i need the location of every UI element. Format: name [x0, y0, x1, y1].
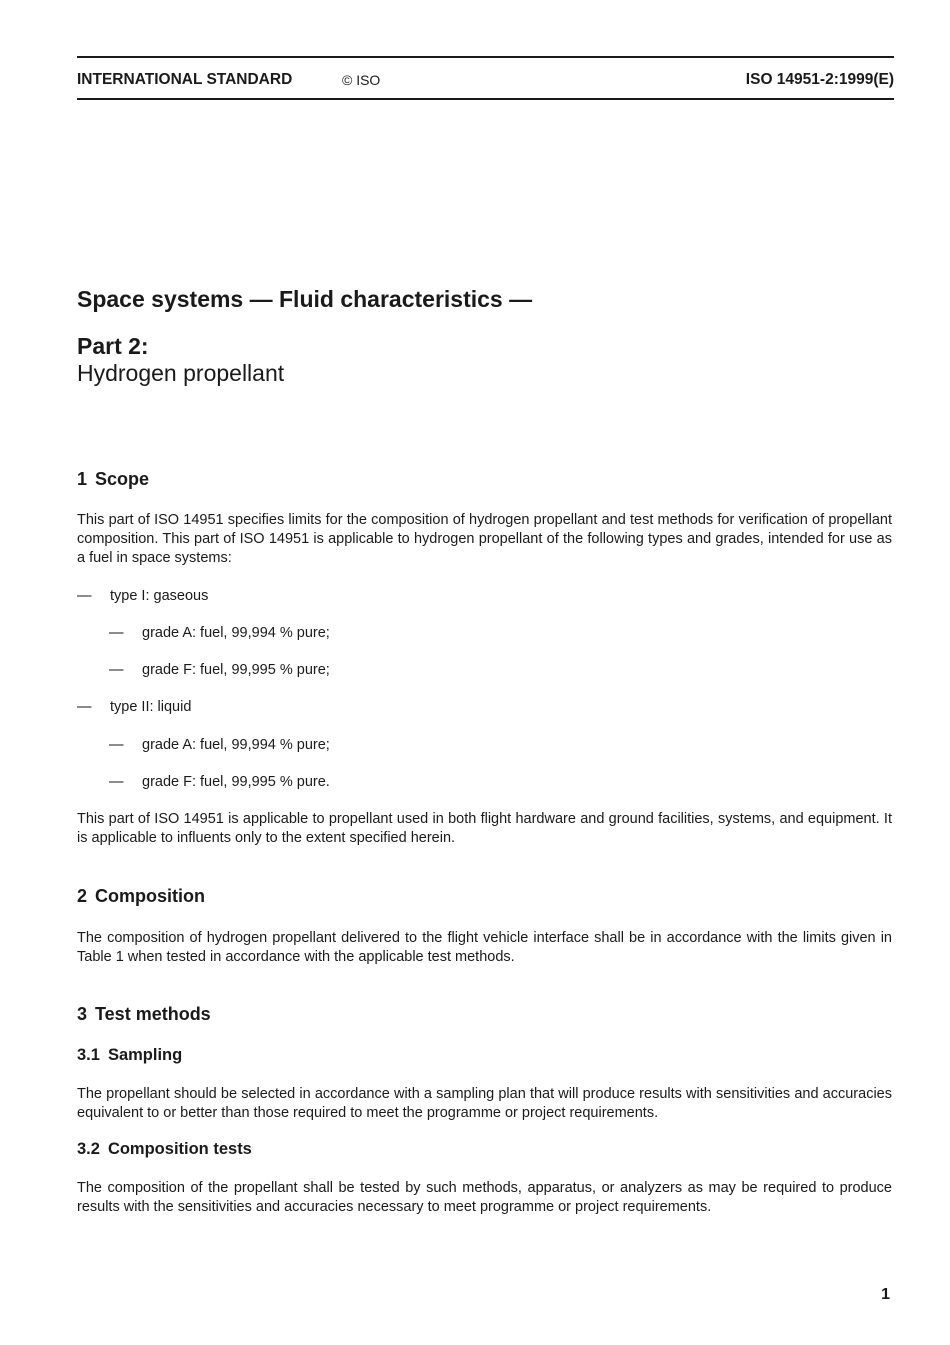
section-heading-scope — [77, 468, 149, 490]
section-number: 3 — [77, 1004, 88, 1024]
scope-outro-paragraph: This part of ISO 14951 is applicable to propellant used in both flight hardware and ground facilities, systems, and equipment. It is applicable to influents only to the extent specified herein. — [77, 811, 892, 846]
section-heading-test-methods — [77, 1003, 211, 1025]
dash-marker: — — [109, 662, 124, 678]
subsection-title: Composition tests — [107, 1140, 252, 1158]
list-item-grade — [109, 736, 330, 755]
list-item-label: type II: liquid — [110, 699, 192, 715]
section-title: Composition — [95, 886, 206, 906]
list-item-grade — [109, 773, 330, 792]
subsection-number: 3.2 — [77, 1140, 100, 1158]
dash-marker: — — [77, 588, 92, 604]
list-item-label: grade F: fuel, 99,995 % pure; — [142, 662, 330, 678]
dash-marker: — — [109, 625, 124, 641]
header-standard: INTERNATIONAL STANDARD — [77, 71, 293, 88]
dash-marker: — — [77, 699, 92, 715]
subsection-heading-composition-tests — [77, 1139, 252, 1159]
list-item-type-2 — [77, 698, 191, 717]
document-title: Space systems — Fluid characteristics — — [77, 286, 533, 312]
section-heading-composition — [77, 885, 205, 907]
dash-marker: — — [109, 737, 124, 753]
part-label: Part 2: — [77, 333, 149, 359]
section-title: Scope — [95, 469, 150, 489]
list-item-grade — [109, 661, 330, 680]
dash-marker: — — [109, 774, 124, 790]
composition-paragraph: The composition of hydrogen propellant delivered to the flight vehicle interface shall be in accordance with the limits given in Table 1 when tested in accordance with the applicable test methods. — [77, 930, 892, 965]
subsection-title: Sampling — [107, 1046, 183, 1064]
list-item-label: type I: gaseous — [110, 588, 209, 604]
list-item-label: grade F: fuel, 99,995 % pure. — [142, 774, 330, 790]
subsection-heading-sampling — [77, 1045, 182, 1065]
section-title: Test methods — [95, 1004, 211, 1024]
section-number: 1 — [77, 469, 88, 489]
sampling-paragraph: The propellant should be selected in accordance with a sampling plan that will produce results with sensitivities and accuracies equivalent to or better than those required to meet the programme or project requirements. — [77, 1086, 892, 1121]
subsection-number: 3.1 — [77, 1046, 100, 1064]
scope-intro-paragraph: This part of ISO 14951 specifies limits for the composition of hydrogen propellant and test methods for verification of propellant composition. This part of ISO 14951 is applicable to hydrogen propellant of the following types and grades, intended for use as a fuel in space systems: — [77, 512, 892, 566]
list-item-grade — [109, 624, 330, 643]
composition-tests-paragraph: The composition of the propellant shall be tested by such methods, apparatus, or analyzers as may be required to produce results with the sensitivities and accuracies necessary to meet programme or project requirements. — [77, 1180, 892, 1215]
list-item-type-1 — [77, 587, 208, 606]
document-subtitle: Hydrogen propellant — [77, 360, 285, 386]
header-rule-top — [77, 56, 894, 58]
section-number: 2 — [77, 886, 88, 906]
header-rule-bottom — [77, 98, 894, 100]
header-copyright: © ISO — [342, 72, 381, 88]
list-item-label: grade A: fuel, 99,994 % pure; — [142, 737, 330, 753]
header-reference: ISO 14951-2:1999(E) — [745, 71, 894, 88]
list-item-label: grade A: fuel, 99,994 % pure; — [142, 625, 330, 641]
page-number: 1 — [881, 1286, 890, 1303]
